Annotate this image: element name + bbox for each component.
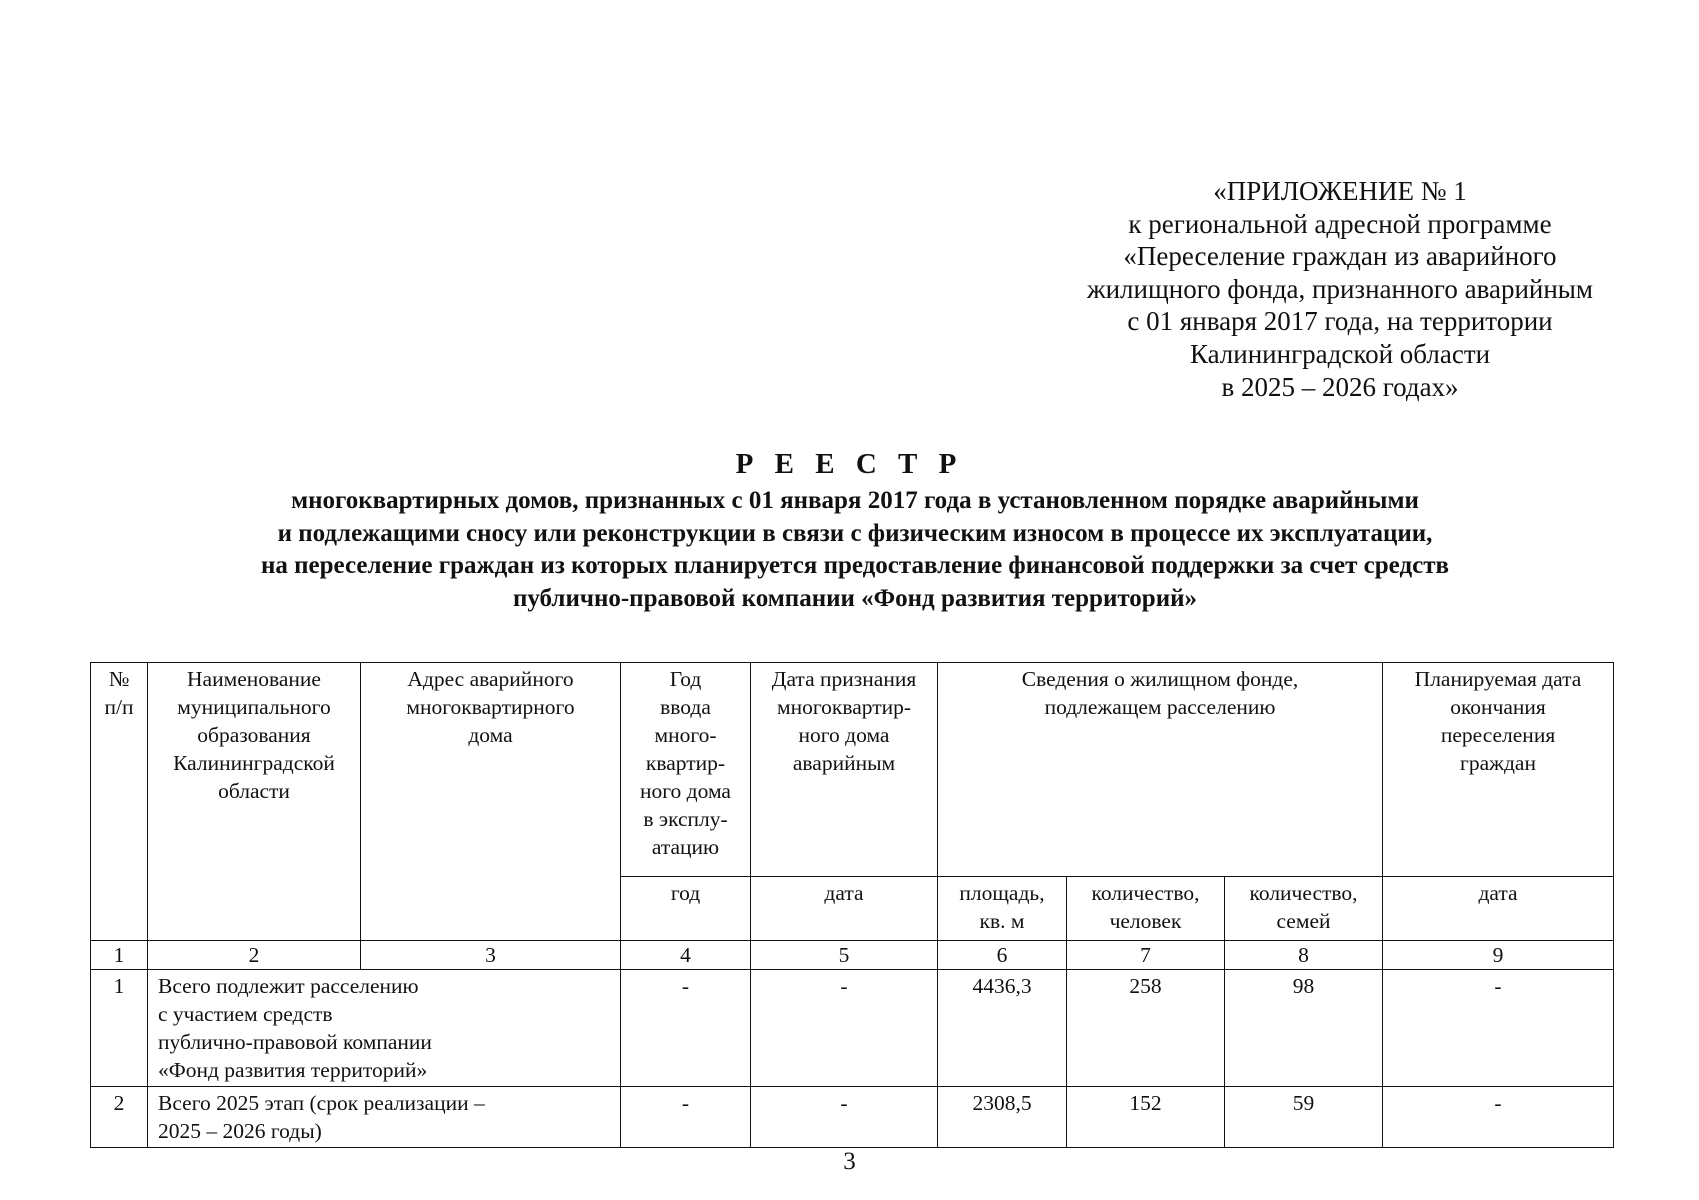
column-number: 4 <box>621 941 751 970</box>
row-end-date: - <box>1383 1087 1614 1148</box>
subheader-end-date: дата <box>1383 877 1614 941</box>
registry-table <box>90 662 1614 1148</box>
column-number: 2 <box>148 941 361 970</box>
table-row <box>91 1087 1614 1148</box>
row-num: 1 <box>91 970 148 1087</box>
subheader-year: год <box>621 877 751 941</box>
subtitle-line: и подлежащими сносу или реконструкции в связи с физическим износом в процессе их эксплуатации, <box>277 519 1433 547</box>
page-number: 3 <box>843 1148 856 1175</box>
header-planned-end: Планируемая дата окончания переселения граждан <box>1383 663 1614 877</box>
row-year: - <box>621 1087 751 1148</box>
row-label: Всего подлежит расселению с участием средств публично-правовой компании «Фонд развития территорий» <box>148 970 621 1087</box>
row-families: 98 <box>1225 970 1383 1087</box>
row-area: 2308,5 <box>938 1087 1067 1148</box>
header-municipality: Наименование муниципального образования Калининградской области <box>148 663 361 941</box>
column-number: 6 <box>938 941 1067 970</box>
header-year-built: Год ввода много- квартир- ного дома в эксплу- атацию <box>621 663 751 877</box>
row-end-date: - <box>1383 970 1614 1087</box>
appendix-line: жилищного фонда, признанного аварийным <box>1086 273 1594 304</box>
row-date: - <box>751 1087 938 1148</box>
table-row <box>91 970 1614 1087</box>
appendix-header <box>1060 175 1620 403</box>
registry-subtitle <box>90 485 1620 615</box>
subheader-area: площадь, кв. м <box>938 877 1067 941</box>
appendix-line: «Переселение граждан из аварийного <box>1123 241 1557 272</box>
row-people: 152 <box>1067 1087 1225 1148</box>
column-number: 3 <box>361 941 621 970</box>
subtitle-line: на переселение граждан из которых планируется предоставление финансовой поддержки за счет средств <box>261 552 1449 579</box>
column-number-row <box>91 941 1614 970</box>
column-number: 9 <box>1383 941 1614 970</box>
subheader-families: количество, семей <box>1225 877 1383 941</box>
column-number: 8 <box>1225 941 1383 970</box>
subtitle-line: публично-правовой компании «Фонд развития территорий» <box>512 584 1198 612</box>
row-label: Всего 2025 этап (срок реализации – 2025 – 2026 годы) <box>148 1087 621 1148</box>
column-number: 1 <box>91 941 148 970</box>
column-number: 7 <box>1067 941 1225 970</box>
header-num: № п/п <box>91 663 148 941</box>
subheader-people: количество, человек <box>1067 877 1225 941</box>
registry-title: Р Е Е С Т Р <box>735 448 964 480</box>
subtitle-line: многоквартирных домов, признанных с 01 января 2017 года в установленном порядке аварийными <box>291 487 1419 514</box>
appendix-line: Калининградской области <box>1189 338 1491 369</box>
row-families: 59 <box>1225 1087 1383 1148</box>
row-area: 4436,3 <box>938 970 1067 1087</box>
appendix-line: в 2025 – 2026 годах» <box>1221 371 1459 402</box>
column-number: 5 <box>751 941 938 970</box>
header-recognition-date: Дата признания многоквартир- ного дома аварийным <box>751 663 938 877</box>
header-housing-info: Сведения о жилищном фонде, подлежащем расселению <box>938 663 1383 877</box>
subheader-date: дата <box>751 877 938 941</box>
row-date: - <box>751 970 938 1087</box>
appendix-line: «ПРИЛОЖЕНИЕ № 1 <box>1213 176 1467 206</box>
row-num: 2 <box>91 1087 148 1148</box>
appendix-line: к региональной адресной программе <box>1128 208 1552 239</box>
row-people: 258 <box>1067 970 1225 1087</box>
appendix-line: с 01 января 2017 года, на территории <box>1127 306 1553 337</box>
header-address: Адрес аварийного многоквартирного дома <box>361 663 621 941</box>
row-year: - <box>621 970 751 1087</box>
header-row <box>91 663 1614 877</box>
